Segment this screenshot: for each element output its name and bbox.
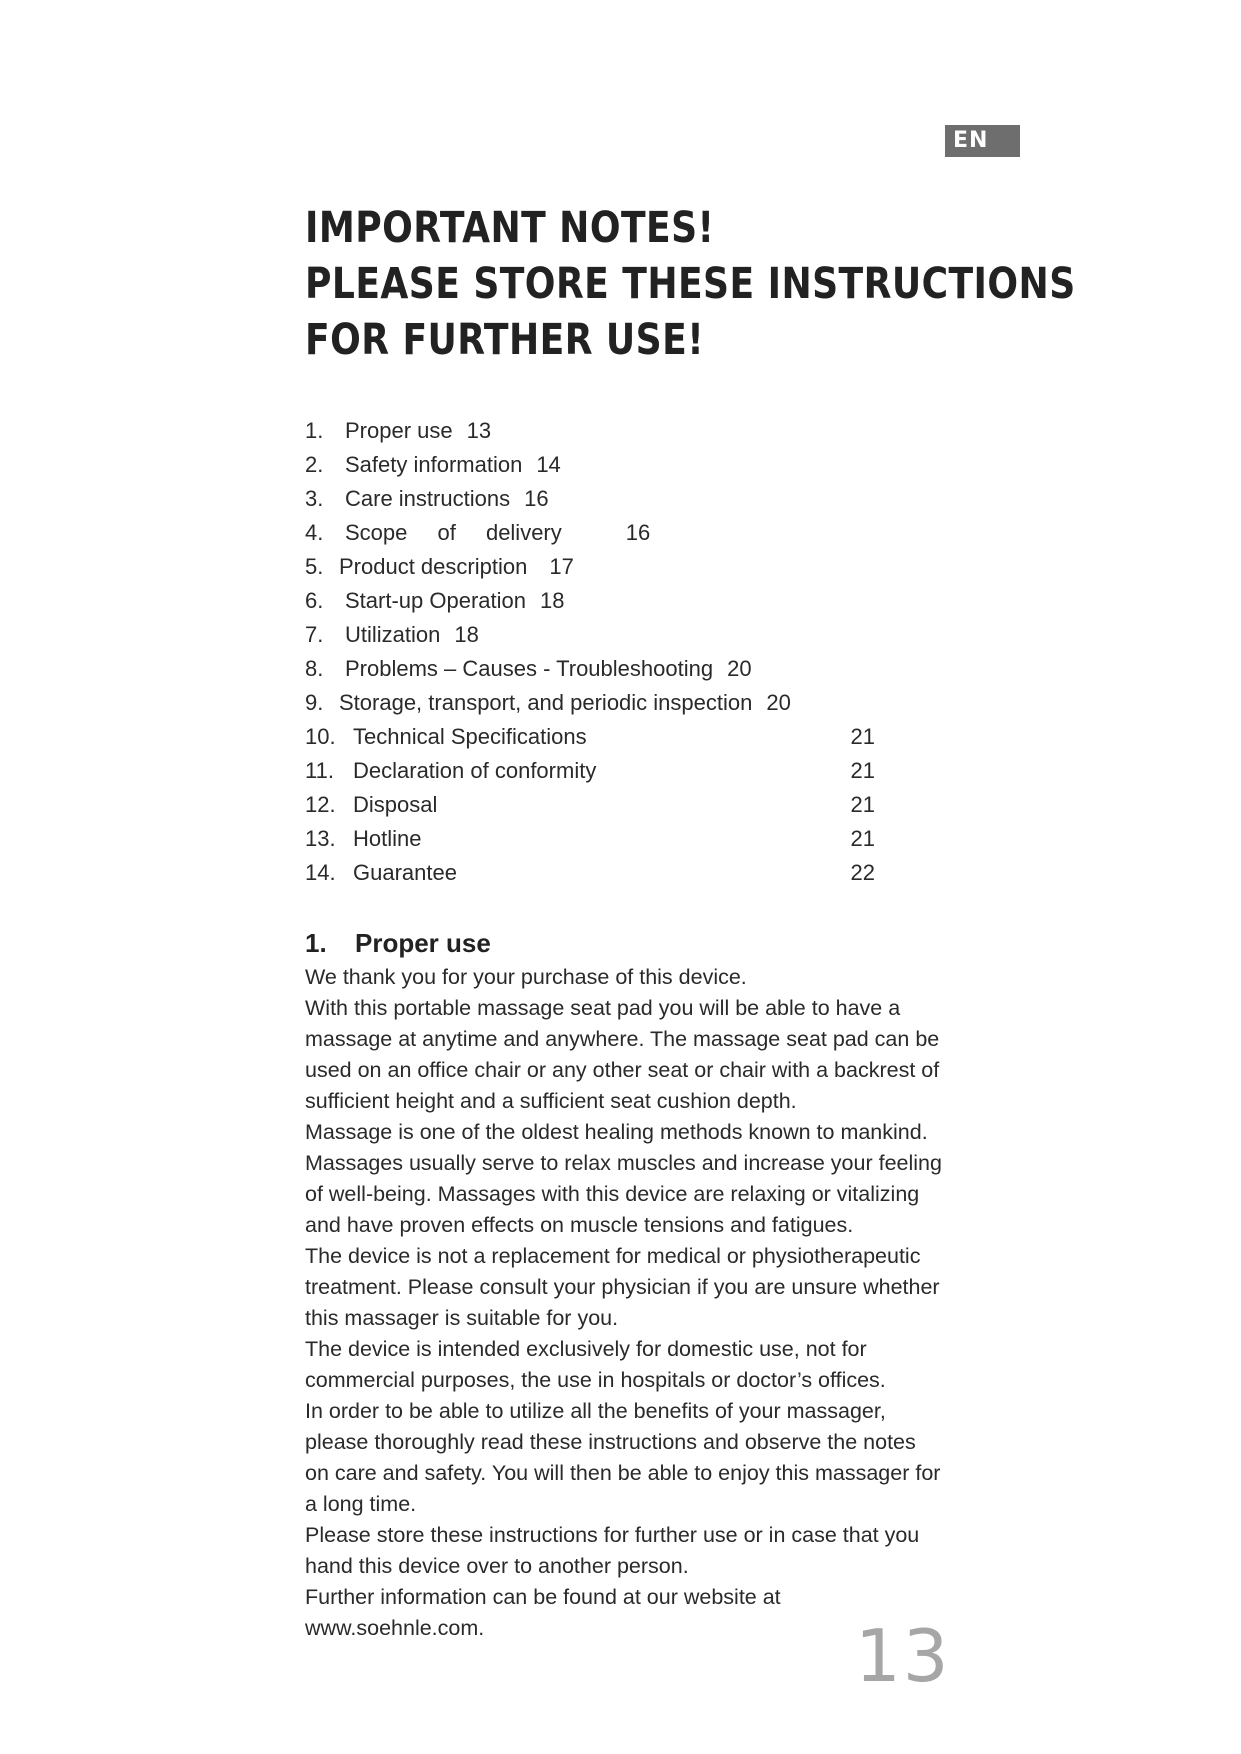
toc-item[interactable] [305, 652, 875, 686]
toc-item[interactable] [305, 448, 875, 482]
toc-item-number: 11. [305, 758, 334, 783]
toc-item-number: 9. [305, 690, 324, 715]
paragraph: Please store these instructions for further use or in case that you hand this device over to another person. [305, 1523, 920, 1578]
paragraph: The device is not a replacement for medical or physiotherapeutic treatment. Please consult your physician if you are unsure whether this massager is suitable for you. [305, 1244, 940, 1330]
toc-item-label: Proper use [345, 418, 453, 443]
toc-item-page: 21 [850, 826, 875, 851]
toc-item-label: Safety information [345, 452, 523, 477]
toc-item[interactable] [305, 482, 875, 516]
section-number: 1. [305, 928, 327, 958]
toc-item[interactable] [305, 618, 875, 652]
toc-item-page: 14 [536, 452, 561, 477]
toc-item-page: 16 [524, 486, 549, 511]
toc-item-label: Care instructions [345, 486, 511, 511]
toc-item-label: Disposal [353, 792, 438, 817]
toc-item-page: 20 [766, 690, 791, 715]
toc-item-number: 3. [305, 486, 324, 511]
toc-item-page: 21 [850, 792, 875, 817]
toc-item-label: Declaration of conformity [353, 758, 597, 783]
toc-item-page: 21 [850, 758, 875, 783]
title-line-1: IMPORTANT NOTES! [305, 203, 715, 253]
toc-item-label: Problems – Causes - Troubleshooting [345, 656, 714, 681]
toc-item[interactable] [305, 856, 875, 890]
toc-item-page: 16 [625, 520, 651, 545]
toc-item-number: 10. [305, 724, 336, 749]
toc-item-number: 14. [305, 860, 336, 885]
paragraph: The device is intended exclusively for domestic use, not for commercial purposes, the use in hospitals or doctor’s offices. [305, 1337, 886, 1392]
table-of-contents [305, 414, 875, 890]
toc-item[interactable] [305, 516, 875, 550]
language-badge: EN [945, 125, 1020, 157]
toc-item-page: 13 [466, 418, 492, 443]
toc-item[interactable] [305, 414, 875, 448]
toc-item[interactable] [305, 822, 875, 856]
toc-item-page: 22 [850, 860, 875, 885]
title-line-2: PLEASE STORE THESE INSTRUCTIONS [305, 259, 1076, 309]
toc-item-label: Utilization [345, 622, 441, 647]
page-title [305, 200, 1076, 368]
toc-item[interactable] [305, 720, 875, 754]
toc-item-page: 20 [727, 656, 752, 681]
toc-item-number: 7. [305, 622, 324, 647]
paragraph: With this portable massage seat pad you will be able to have a massage at anytime and anywhere. The massage seat pad can be used on an office chair or any other seat or chair with a backrest of sufficient height and a sufficient seat cushion depth. [305, 996, 940, 1113]
title-line-3: FOR FURTHER USE! [305, 315, 705, 365]
toc-item-label: Guarantee [353, 860, 457, 885]
toc-item-label: Product description [339, 554, 528, 579]
toc-item-label: Hotline [353, 826, 422, 851]
toc-item[interactable] [305, 754, 875, 788]
toc-item-number: 13. [305, 826, 336, 851]
toc-item-number: 8. [305, 656, 324, 681]
toc-item-page: 17 [549, 554, 574, 579]
toc-item-number: 4. [305, 520, 324, 545]
toc-item-page: 18 [454, 622, 479, 647]
toc-item[interactable] [305, 686, 875, 720]
paragraph: We thank you for your purchase of this device. [305, 965, 747, 989]
toc-item-number: 2. [305, 452, 324, 477]
toc-item-label: Start-up Operation [345, 588, 526, 613]
toc-item-page: 18 [539, 588, 565, 613]
toc-item-number: 1. [305, 418, 324, 443]
paragraph: Massage is one of the oldest healing methods known to mankind. Massages usually serve to relax muscles and increase your feeling of well-being. Massages with this device are relaxing or vitalizing and have proven effects on muscle tensions and fatigues. [305, 1120, 942, 1237]
section-heading-text: Proper use [355, 928, 491, 958]
section-body [305, 962, 945, 1644]
paragraph: Further information can be found at our website at www.soehnle.com. [305, 1585, 781, 1640]
toc-item-number: 12. [305, 792, 336, 817]
toc-item[interactable] [305, 584, 875, 618]
toc-item-label: Technical Specifications [353, 724, 587, 749]
toc-item-number: 6. [305, 588, 324, 613]
toc-item[interactable] [305, 788, 875, 822]
toc-item-label: Scope of delivery [345, 520, 562, 545]
page-number: 13 [855, 1614, 951, 1698]
toc-item[interactable] [305, 550, 875, 584]
toc-item-page: 21 [850, 724, 875, 749]
toc-item-label: Storage, transport, and periodic inspection [339, 690, 753, 715]
toc-item-number: 5. [305, 554, 324, 579]
section-heading [305, 928, 491, 959]
paragraph: In order to be able to utilize all the benefits of your massager, please thoroughly read these instructions and observe the notes on care and safety. You will then be able to enjoy this massager for a long time. [305, 1399, 941, 1516]
